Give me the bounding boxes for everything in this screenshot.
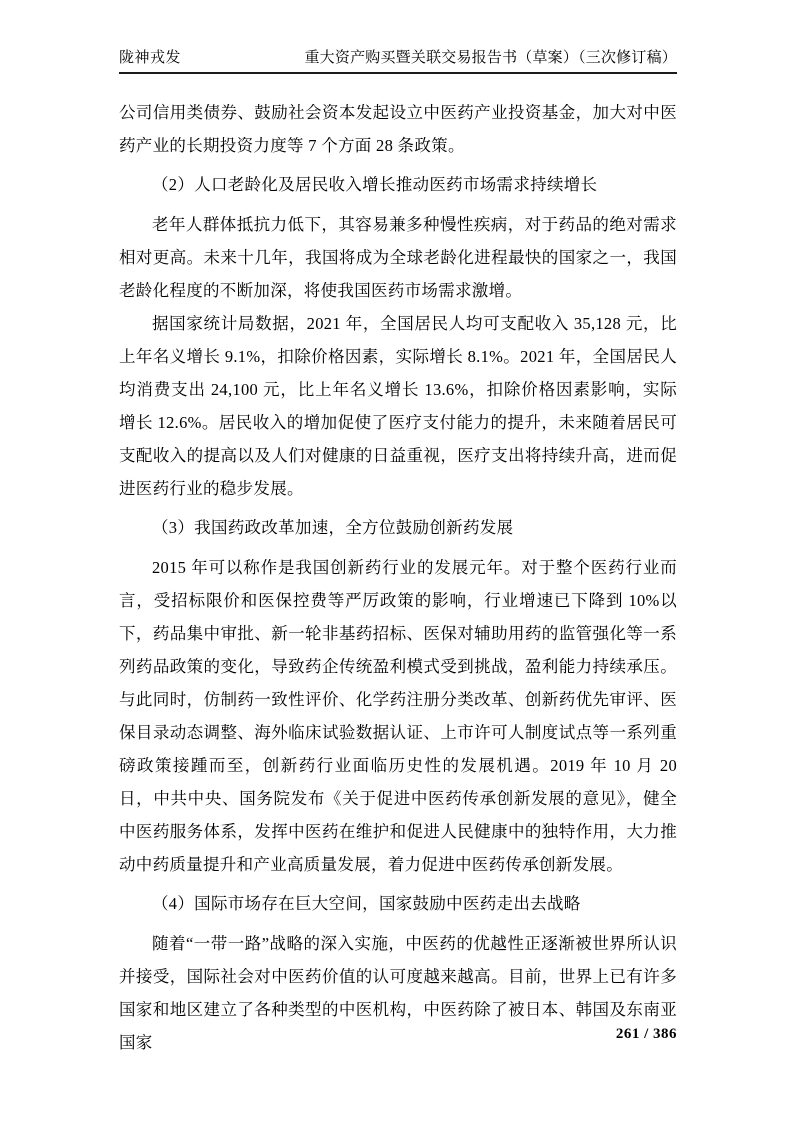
page-header	[119, 48, 677, 74]
paragraph-innovation-drug-reform: 2015 年可以称作是我国创新药行业的发展元年。对于整个医药行业而言，受招标限价和医保控费等严厉政策的影响，行业增速已下降到 10%以下，药品集中审批、新一轮非基药招标、医保对辅助用药的监管强化等一系列药品政策的变化，导致药企传统盈利模式受到挑战，盈利能力持续承压。与此同时，仿制药一致性评价、化学药注册分类改革、创新药优先审评、医保目录动态调整、海外临床试验数据认证、上市许可人制度试点等一系列重磅政策接踵而至，创新药行业面临历史性的发展机遇。2019 年 10 月 20 日，中共中央、国务院发布《关于促进中医药传承创新发展的意见》，健全中医药服务体系，发挥中医药在维护和促进人民健康中的独特作用，大力推动中药质量提升和产业高质量发展，着力促进中医药传承创新发展。	[119, 558, 677, 874]
paragraph-income-statistics: 据国家统计局数据，2021 年，全国居民人均可支配收入 35,128 元，比上年名义增长 9.1%，扣除价格因素，实际增长 8.1%。2021 年，全国居民人均消费支出 24,100 元，比上年名义增长 13.6%，扣除价格因素影响，实际增长 12.6%。居民收入的增加促使了医疗支付能力的提升，未来随着居民可支配收入的提高以及人们对健康的日益重视，医疗支出将持续升高，进而促进医药行业的稳步发展。	[119, 314, 677, 498]
section-heading-3-drug-policy-reform: （3）我国药政改革加速，全方位鼓励创新药发展	[152, 518, 514, 537]
document-body	[119, 96, 677, 1059]
paragraph-elderly-demand: 老年人群体抵抗力低下，其容易兼多种慢性疾病，对于药品的绝对需求相对更高。未来十几年，我国将成为全球老龄化进程最快的国家之一，我国老龄化程度的不断加深，将使我国医药市场需求激增。	[119, 215, 677, 300]
page-footer	[119, 1026, 677, 1043]
paragraph-policy-continuation: 公司信用类债券、鼓励社会资本发起设立中医药产业投资基金，加大对中医药产业的长期投资力度等 7 个方面 28 条政策。	[119, 103, 677, 155]
section-heading-4-international-market: （4）国际市场存在巨大空间，国家鼓励中医药走出去战略	[152, 894, 581, 913]
header-company-name: 陇神戎发	[119, 50, 182, 66]
section-heading-2-aging-population: （2）人口老龄化及居民收入增长推动医药市场需求持续增长	[152, 175, 598, 194]
paragraph-belt-and-road: 随着“一带一路”战略的深入实施，中医药的优越性正逐渐被世界所认识并接受，国际社会对中医药价值的认可度越来越高。目前，世界上已有许多国家和地区建立了各种类型的中医机构，中医药除了被日本、韩国及东南亚国家	[119, 934, 677, 1052]
page-number: 261 / 386	[615, 1026, 677, 1042]
header-report-title: 重大资产购买暨关联交易报告书（草案）（三次修订稿）	[304, 50, 677, 66]
